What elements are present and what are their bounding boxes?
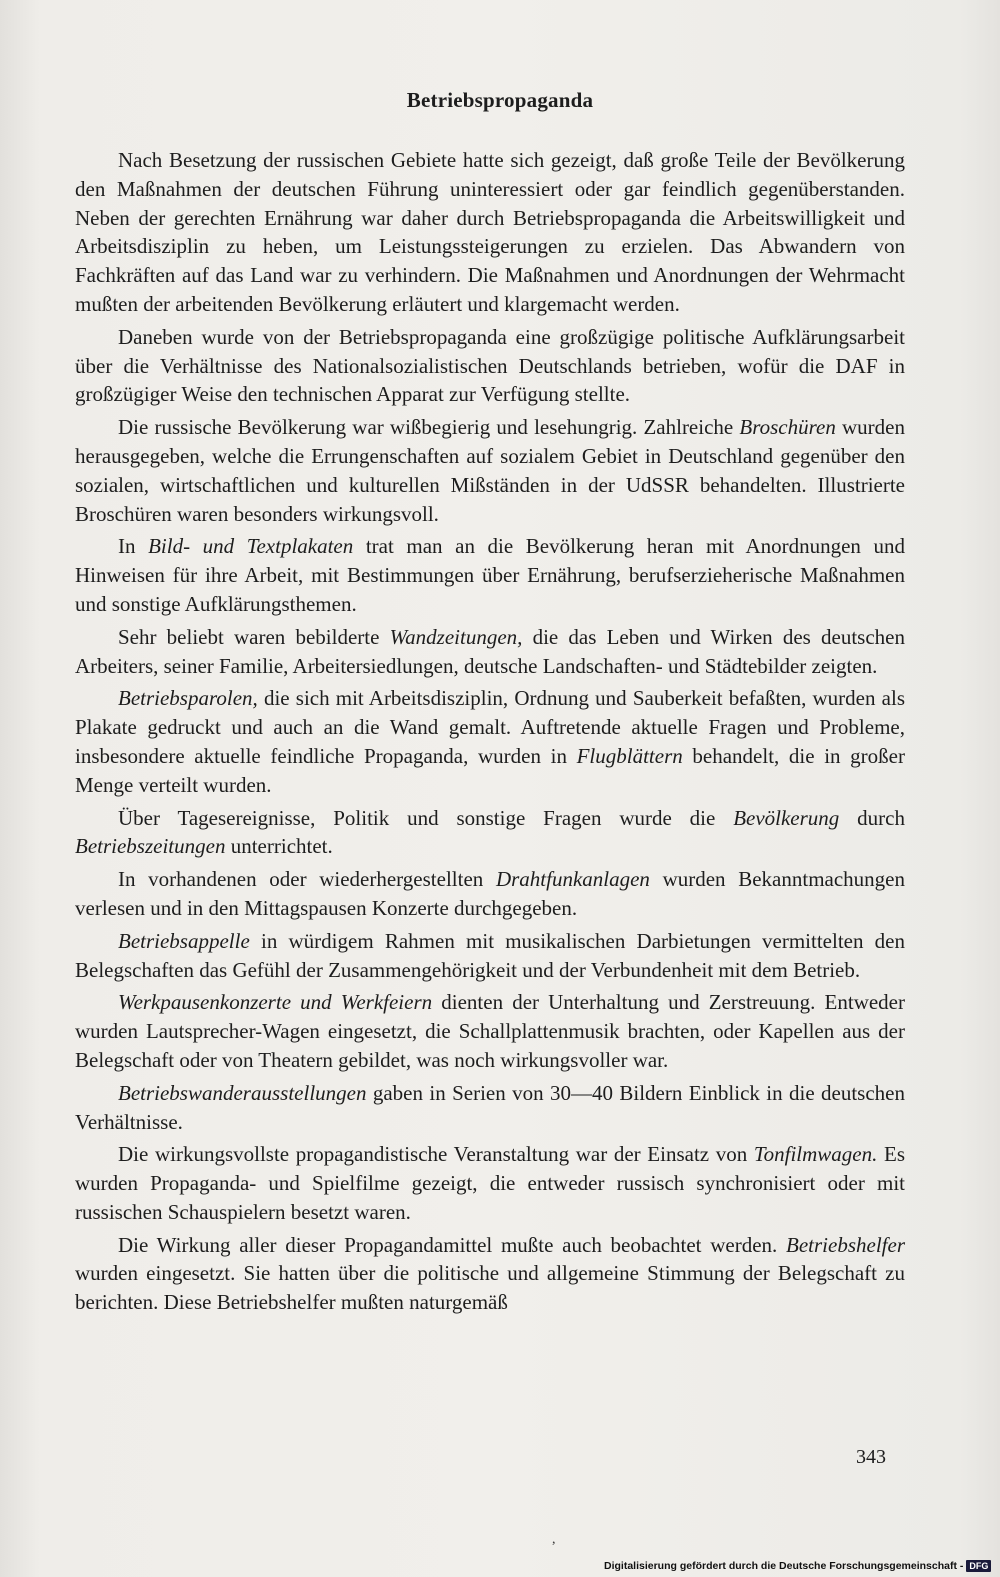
paragraph-text: wurden Bekanntmachungen verlesen und in den Mittagspausen Konzerte durchgegeben. [75,867,905,920]
paragraph-text: In vorhandenen oder wiederhergestellten [118,867,496,892]
paragraph-text: dienten der Unterhaltung und Zerstreuung. Entweder wurden Lautsprecher-Wagen eingesetzt, die Schallplattenmusik brachten, oder Kapellen aus der Belegschaft oder von Theatern gebildet, was noch wirkungsvoller war. [75,990,905,1072]
paragraph-text: die das Leben und Wirken des deutschen Arbeiters, seiner Familie, Arbeitersiedlungen, deutsche Landschaften- und Städtebilder zeigten. [75,624,905,678]
emphasis-text: Betriebszeitungen [75,834,226,859]
paragraph-text: trat man an die Bevölkerung heran mit Anordnungen und Hinweisen für ihre Arbeit, mit Bestimmungen über Ernährung, berufserzieherische Maßnahmen und sonstige Aufklärungsthemen. [75,534,905,616]
footer-text: Digitalisierung gefördert durch die Deutsche Forschungsgemeinschaft - [604,1560,964,1572]
paragraph-text: in würdigem Rahmen mit musikalischen Darbietungen vermittelten den Belegschaften das Gefühl der Zusammengehörigkeit und der Verbundenheit mit dem Betrieb. [75,928,905,982]
emphasis-text: Broschüren [739,415,836,440]
body-text [75,146,905,1321]
paragraph-text: die sich mit Arbeitsdisziplin, Ordnung und Sauberkeit befaßten, wurden als Plakate gedruckt und auch an die Wand gemalt. Auftretende aktuelle Fragen und Probleme, insbesondere aktuelle feindliche Propaganda, wurden in [75,686,905,768]
section-title: Betriebspropaganda [406,88,594,112]
emphasis-text: Betriebsappelle [118,928,250,953]
emphasis-text: Flugblättern [576,743,683,768]
paragraph-text: Nach Besetzung der russischen Gebiete hatte sich gezeigt, daß große Teile der Bevölkerung den Maßnahmen der deutschen Führung uninteressiert oder gar feindlich gegenüberstanden. Neben der gerechten Ernährung war daher durch Betriebspropaganda die Arbeitswilligkeit und Arbeitsdisziplin zu heben, um Leistungssteigerungen zu erzielen. Das Abwandern von Fachkräften auf das Land war zu verhindern. Die Maßnahmen und Anordnungen der Wehrmacht mußten der arbeitenden Bevölkerung erläutert und klargemacht werden. [75,148,905,316]
paragraph [75,1231,905,1317]
paragraph-text: wurden eingesetzt. Sie hatten über die politische und allgemeine Stimmung der Belegschaft zu berichten. Diese Betriebshelfer mußten naturgemäß [75,1261,905,1315]
paragraph [75,684,905,799]
paragraph-text: Es wurden Propaganda- und Spielfilme gezeigt, die entweder russisch synchronisiert oder mit russischen Schauspielern besetzt waren. [75,1142,905,1224]
paragraph [75,623,905,681]
scan-mark: , [552,1532,556,1547]
emphasis-text: Betriebswanderausstellungen [118,1080,367,1105]
digitization-footer [604,1558,994,1574]
paragraph [75,323,905,409]
paragraph-text: Die russische Bevölkerung war wißbegierig und lesehungrig. Zahlreiche [118,415,740,440]
paragraph-text: Die Wirkung aller dieser Propagandamittel mußte auch beobachtet werden. [118,1232,787,1257]
paragraph [75,1079,905,1137]
page-number: 343 [856,1446,886,1468]
dfg-logo: DFG [966,1560,991,1572]
paragraph-text: Sehr beliebt waren bebilderte [118,624,390,649]
paragraph-text: unterrichtet. [225,834,333,859]
paragraph-text: gaben in Serien von 30—40 Bildern Einblick in die deutschen Verhältnisse. [75,1080,905,1134]
paragraph-text: In [118,534,149,559]
emphasis-text: Betriebsparolen, [118,686,258,711]
emphasis-text: Tonfilmwagen. [753,1142,878,1167]
paragraph [75,865,905,923]
paragraph-text: Über Tagesereignisse, Politik und sonstige Fragen wurde die [118,805,734,830]
paragraph-text: Die wirkungsvollste propagandistische Veranstaltung war der Einsatz von [118,1142,754,1167]
paragraph [75,988,905,1074]
emphasis-text: Drahtfunkanlagen [495,867,650,892]
paragraph-text: Daneben wurde von der Betriebspropaganda eine großzügige politische Aufklärungsarbeit über die Verhältnisse des Nationalsozialistischen Deutschlands betrieben, wofür die DAF in großzügiger Weise den technischen Apparat zur Verfügung stellte. [75,324,905,407]
emphasis-text: Werkpausenkonzerte und Werkfeiern [118,990,433,1015]
emphasis-text: Betriebshelfer [786,1232,905,1257]
paragraph [75,532,905,618]
paragraph [75,146,905,319]
paragraph-text: wurden herausgegeben, welche die Errungenschaften auf sozialem Gebiet in Deutschland gegenüber den sozialen, wirtschaftlichen und kulturellen Mißständen in der UdSSR behandelten. Illustrierte Broschüren waren besonders wirkungsvoll. [75,415,905,526]
emphasis-text: Wandzeitungen, [389,624,523,649]
paragraph [75,927,905,985]
emphasis-text: Bild- und Textplakaten [148,534,354,559]
paragraph [75,1140,905,1226]
paragraph [75,804,905,862]
emphasis-text: Bevölkerung [733,805,840,830]
paragraph-text: behandelt, die in großer Menge verteilt wurden. [75,743,905,797]
paragraph [75,413,905,528]
paragraph-text: durch [839,805,905,830]
